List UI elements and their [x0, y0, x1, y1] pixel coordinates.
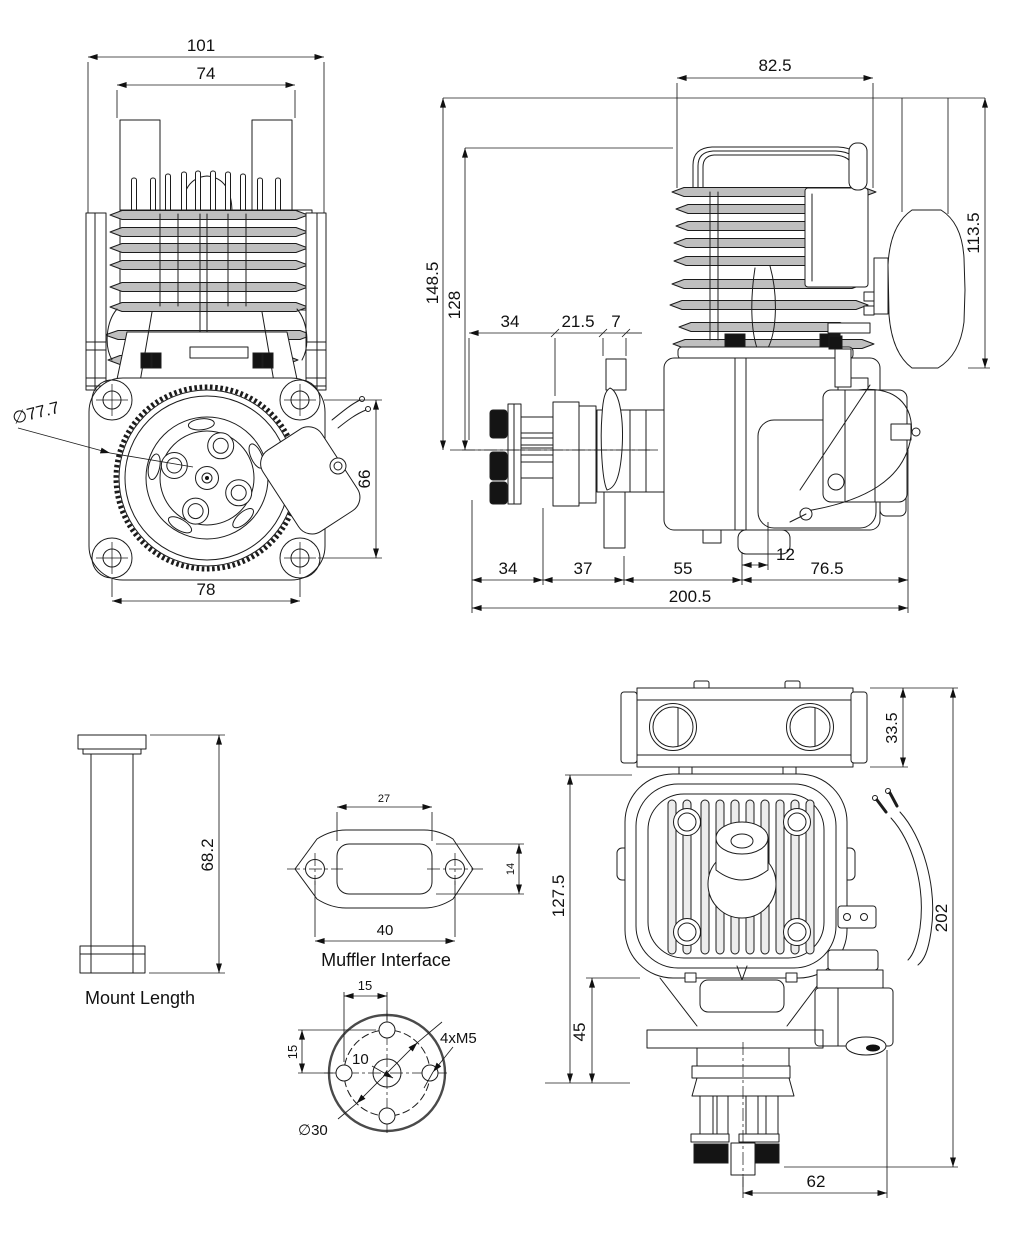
prop-hub	[146, 417, 268, 539]
spark-plug-boss	[716, 822, 768, 854]
muffler-outlet-left	[650, 704, 697, 751]
dim-text: 40	[376, 922, 394, 939]
top-view	[545, 681, 958, 1198]
dim-text: ∅30	[298, 1122, 328, 1139]
dim-text: 21.5	[561, 312, 595, 331]
head-top	[617, 774, 855, 982]
dim-text: 4xM5	[440, 1030, 477, 1047]
dim-text: 113.5	[964, 212, 983, 254]
dim-text: 82.5	[758, 56, 792, 75]
dim-text: 15	[357, 978, 373, 993]
standoff-top-flange	[78, 735, 146, 749]
dim-text: 15	[285, 1044, 300, 1060]
dim-text: ∅77.7	[10, 397, 62, 428]
dim-text: 45	[570, 1022, 589, 1042]
cylinder-base-flange	[678, 347, 853, 359]
muffler-outlet-right	[787, 704, 834, 751]
bolt-hole-bottom	[379, 1108, 395, 1124]
dim-text: 37	[573, 559, 593, 578]
dim-text: 14	[505, 862, 517, 876]
bolt-hole-top	[379, 1022, 395, 1038]
ignition-wires	[873, 789, 933, 966]
dim-text: 148.5	[423, 261, 442, 305]
front-view	[10, 36, 382, 601]
mount-length-view	[78, 735, 225, 1008]
bolt-hole-right	[422, 1065, 438, 1081]
dim-text: 202	[932, 903, 951, 933]
dim-text: 27	[377, 793, 391, 805]
bolt-pattern-view	[285, 978, 477, 1139]
muffler-box	[621, 681, 867, 778]
dim-top-muffler-depth	[870, 688, 908, 767]
starter-gear-top	[606, 359, 626, 390]
dim-text: 10	[352, 1051, 369, 1068]
exhaust-port	[337, 844, 432, 894]
muffler-standoff	[849, 143, 867, 190]
prop-hub-top-view	[691, 1042, 794, 1190]
dim-side-muffler-assembly-height	[964, 98, 985, 368]
standoff-column	[91, 754, 133, 946]
starter-gear-bottom	[604, 492, 625, 548]
dim-text: 34	[500, 312, 520, 331]
dim-text: 66	[355, 469, 374, 489]
dim-text: 7	[611, 312, 621, 331]
dim-text: 127.5	[549, 874, 568, 918]
dim-front-hole-horizontal	[112, 578, 300, 601]
muffler-canister	[888, 210, 965, 368]
dim-text: 76.5	[810, 559, 844, 578]
ring-gear-top-view	[647, 1030, 823, 1048]
head-bracket-pipe	[693, 147, 862, 190]
dim-text: 12	[776, 545, 795, 564]
dim-front-standoff-spacing	[117, 64, 295, 118]
dim-text: 68.2	[198, 838, 217, 872]
dim-text: 101	[186, 36, 216, 55]
dim-text: 62	[806, 1172, 826, 1191]
dim-top-case-to-mount	[570, 978, 640, 1083]
mount-length-label: Mount Length	[84, 988, 196, 1008]
dim-text: 33.5	[884, 712, 901, 744]
dim-text: 200.5	[668, 587, 712, 606]
prop-hub-side	[462, 359, 664, 548]
side-view	[423, 56, 990, 613]
dim-text: 55	[673, 559, 693, 578]
dim-side-head-height	[445, 148, 465, 450]
muffler-interface-label: Muffler Interface	[321, 950, 451, 970]
dim-side-muffler-width	[677, 56, 873, 78]
cdi-box	[805, 188, 868, 287]
bolt-hole-left	[336, 1065, 352, 1081]
head-dome	[182, 176, 232, 213]
muffler-interface-view	[287, 793, 524, 970]
dim-text: 34	[498, 559, 518, 578]
dim-text: 74	[196, 64, 216, 83]
dim-side-overall-height	[423, 98, 443, 450]
dim-side-overall-length	[472, 587, 908, 608]
muffler-connector	[874, 258, 888, 314]
dim-mount-length	[149, 735, 225, 973]
dim-text: 128	[445, 290, 464, 320]
dim-text: 78	[196, 580, 216, 599]
standoff-bottom-flange	[80, 946, 145, 973]
